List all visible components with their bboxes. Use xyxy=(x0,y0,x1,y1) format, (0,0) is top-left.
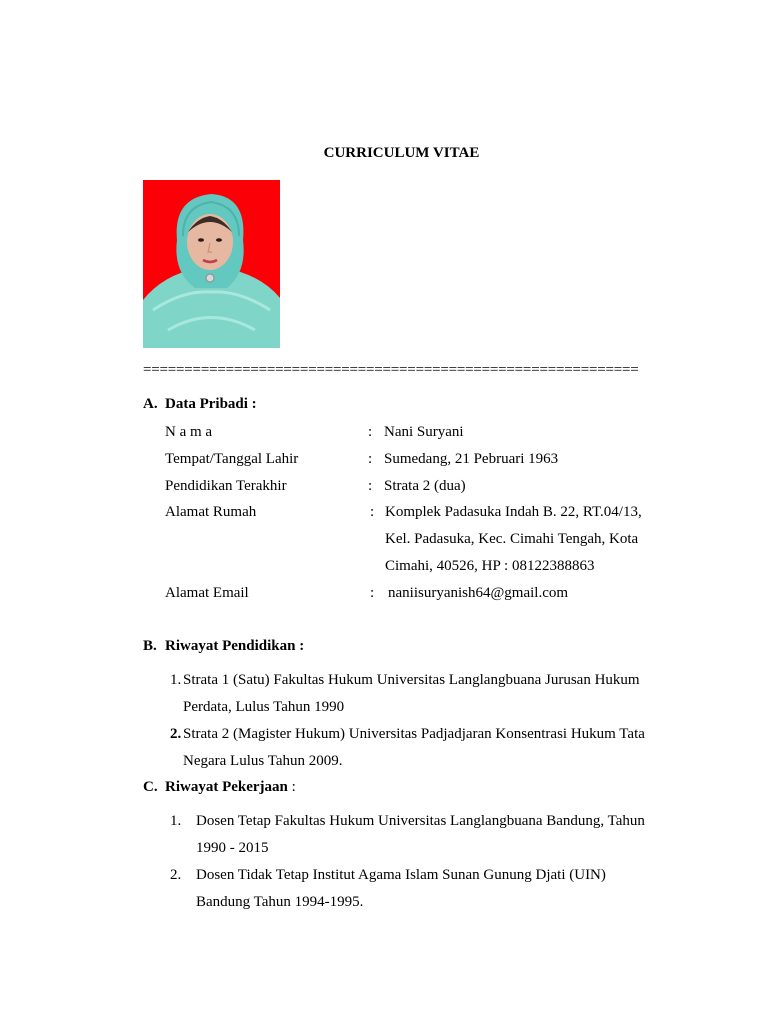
list-line: Dosen Tidak Tetap Institut Agama Islam Sunan Gunung Djati (UIN) xyxy=(196,867,606,883)
separator-line: ============================================================ xyxy=(143,362,639,378)
section-title: Riwayat Pekerjaan xyxy=(165,779,288,795)
email-value: naniisuryanish64@gmail.com xyxy=(388,585,569,601)
section-heading-work-history xyxy=(143,779,296,796)
field-label: Alamat Rumah xyxy=(165,504,257,520)
address-line: Komplek Padasuka Indah B. 22, RT.04/13, xyxy=(385,504,642,520)
field-label: Tempat/Tanggal Lahir xyxy=(165,451,299,467)
list-line: Dosen Tetap Fakultas Hukum Universitas Langlangbuana Bandung, Tahun xyxy=(196,813,645,829)
list-line: Bandung Tahun 1994-1995. xyxy=(196,894,364,910)
list-line: Negara Lulus Tahun 2009. xyxy=(183,753,343,769)
section-heading-personal-data xyxy=(143,396,257,413)
list-item-education-2 xyxy=(170,721,661,775)
field-colon: : xyxy=(370,585,375,601)
section-title-suffix: : xyxy=(287,779,296,795)
list-line: Strata 2 (Magister Hukum) Universitas Padjadjaran Konsentrasi Hukum Tata xyxy=(183,726,645,742)
section-heading-education xyxy=(143,638,304,655)
address-line: Cimahi, 40526, HP : 08122388863 xyxy=(385,558,595,574)
list-item-education-1 xyxy=(170,667,661,721)
field-label: Pendidikan Terakhir xyxy=(165,478,287,494)
section-title: Data Pribadi : xyxy=(165,396,257,412)
field-label: Alamat Email xyxy=(165,585,249,601)
address-line: Kel. Padasuka, Kec. Cimahi Tengah, Kota xyxy=(385,531,639,547)
portrait-photo xyxy=(143,180,280,348)
list-line: Perdata, Lulus Tahun 1990 xyxy=(183,699,345,715)
field-colon: : xyxy=(370,504,375,520)
list-line: 1990 - 2015 xyxy=(196,840,269,856)
field-label: N a m a xyxy=(165,424,213,440)
list-item-work-1 xyxy=(170,808,661,862)
list-number: 1. xyxy=(170,672,182,688)
list-line: Strata 1 (Satu) Fakultas Hukum Universitas Langlangbuana Jurusan Hukum xyxy=(183,672,640,688)
field-value: Nani Suryani xyxy=(384,424,464,440)
field-value: Strata 2 (dua) xyxy=(384,478,466,494)
field-colon: : xyxy=(368,478,373,494)
field-colon: : xyxy=(368,451,373,467)
list-number: 2. xyxy=(170,867,182,883)
list-number: 1. xyxy=(170,813,182,829)
section-title: Riwayat Pendidikan : xyxy=(165,638,305,654)
list-item-work-2 xyxy=(170,862,661,916)
section-letter: C. xyxy=(143,779,158,795)
page-title: CURRICULUM VITAE xyxy=(323,145,480,161)
field-value: Sumedang, 21 Pebruari 1963 xyxy=(384,451,559,467)
list-number: 2. xyxy=(170,726,182,742)
section-letter: B. xyxy=(143,638,157,654)
section-letter: A. xyxy=(143,396,158,412)
field-colon: : xyxy=(368,424,373,440)
